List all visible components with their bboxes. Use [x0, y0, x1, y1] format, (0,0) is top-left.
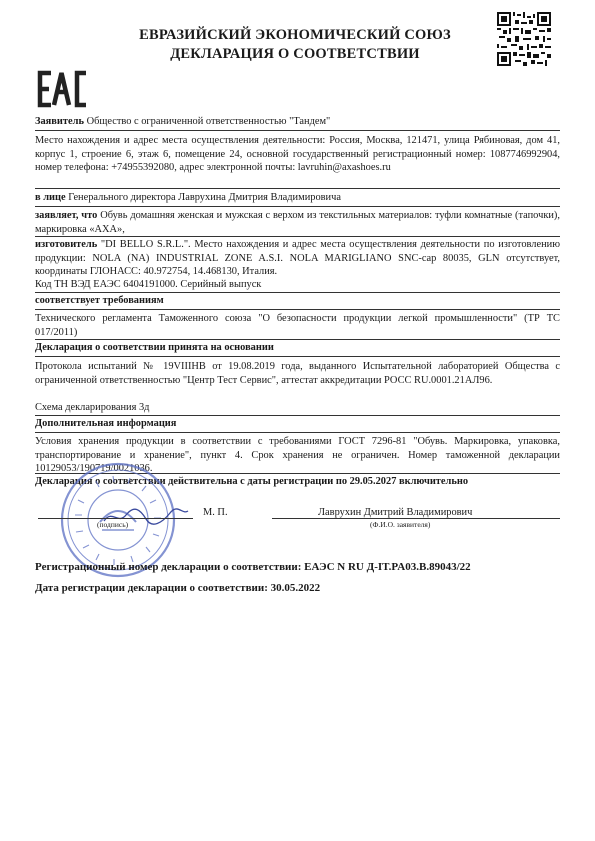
divider — [35, 206, 560, 207]
representative-line — [35, 191, 560, 205]
declares-label: заявляет, что — [35, 210, 98, 221]
validity-text: Декларация о соответствии действительна с даты регистрации по 29.05.2027 включительно — [35, 476, 469, 487]
divider — [35, 309, 560, 310]
manufacturer-block — [35, 238, 560, 279]
divider — [35, 188, 560, 189]
divider — [35, 292, 560, 293]
name-caption: (Ф.И.О. заявителя) — [370, 520, 431, 529]
additional-label: Дополнительная информация — [35, 418, 177, 429]
name-line — [272, 518, 560, 519]
document-title-line1: ЕВРАЗИЙСКИЙ ЭКОНОМИЧЕСКИЙ СОЮЗ — [139, 27, 451, 43]
applicant-value: Общество с ограниченной ответственностью "Тандем" — [86, 116, 331, 127]
applicant-line — [35, 115, 560, 129]
conforms-label: соответствует требованиям — [35, 295, 164, 306]
document-title-line2: ДЕКЛАРАЦИЯ О СООТВЕТСТВИИ — [170, 46, 420, 62]
declares-value: Обувь домашняя женская и мужская с верхом из текстильных материалов: туфли комнатные (тапочки), маркировка «AXA», — [35, 210, 560, 235]
basis-value: Протокола испытаний № 19VIIIНВ от 19.08.2019 года, выданного Испытательной лабораторией Общества с ограниченной ответственностью "Центр Тест Сервис", аттестат аккредитации РОСС RU.0001.21АЛ96. — [35, 361, 560, 386]
qr-code-icon — [497, 12, 551, 66]
signature-line — [38, 518, 193, 519]
divider — [35, 432, 560, 433]
registration-number: Регистрационный номер декларации о соответствии: ЕАЭС N RU Д-IT.PA03.B.89043/22 — [35, 561, 471, 573]
divider — [35, 356, 560, 357]
product-code: Код ТН ВЭД ЕАЭС 6404191000. Серийный выпуск — [35, 279, 262, 290]
divider — [35, 130, 560, 131]
applicant-address: Место нахождения и адрес места осуществления деятельности: Россия, Москва, 121471, улица Рябиновая, дом 41, корпус 1, строение 6, этаж 6, помещение 24, основной государственный регистрационный номер: 1087746992904, номер телефона: +74955392080, адрес электронной почты: lavruhin@axashoes.ru — [35, 135, 560, 173]
declares-line — [35, 209, 560, 236]
divider — [35, 236, 560, 237]
applicant-label: Заявитель — [35, 116, 84, 127]
signature-caption: (подпись) — [97, 520, 129, 529]
representative-value: Генерального директора Лаврухина Дмитрия Владимировича — [68, 192, 341, 203]
manufacturer-label: изготовитель — [35, 239, 98, 250]
registration-date: Дата регистрации декларации о соответствии: 30.05.2022 — [35, 582, 321, 594]
divider — [35, 415, 560, 416]
additional-value: Условия хранения продукции в соответствии с требованиями ГОСТ 7296-81 "Обувь. Маркировка, упаковка, транспортирование и хранение", пункт 4. Срок хранения не ограничен. Номер таможенной декларации 10129053/190719/0021036. — [35, 436, 560, 474]
conforms-value: Технического регламента Таможенного союза "О безопасности продукции легкой промышленности" (ТР ТС 017/2011) — [35, 313, 560, 338]
signatory-name: Лаврухин Дмитрий Владимирович — [318, 507, 473, 518]
stamp-place-label: М. П. — [203, 507, 228, 518]
divider — [35, 339, 560, 340]
basis-label: Декларация о соответствии принята на основании — [35, 342, 274, 353]
manufacturer-value: "DI BELLO S.R.L.". Место нахождения и адрес места осуществления деятельности по изготовлению продукции: NOLA (NA) INDUSTRIAL ZONE A.S.I. NOLA MARIGLIANO SNC-cap 80035, GLN отсутствует, координаты ГЛОНАСС: 40.972754, 14.468130, Италия. — [35, 239, 560, 277]
declaration-scheme: Схема декларирования 3д — [35, 402, 150, 413]
eac-logo — [37, 70, 89, 108]
representative-label: в лице — [35, 192, 66, 203]
